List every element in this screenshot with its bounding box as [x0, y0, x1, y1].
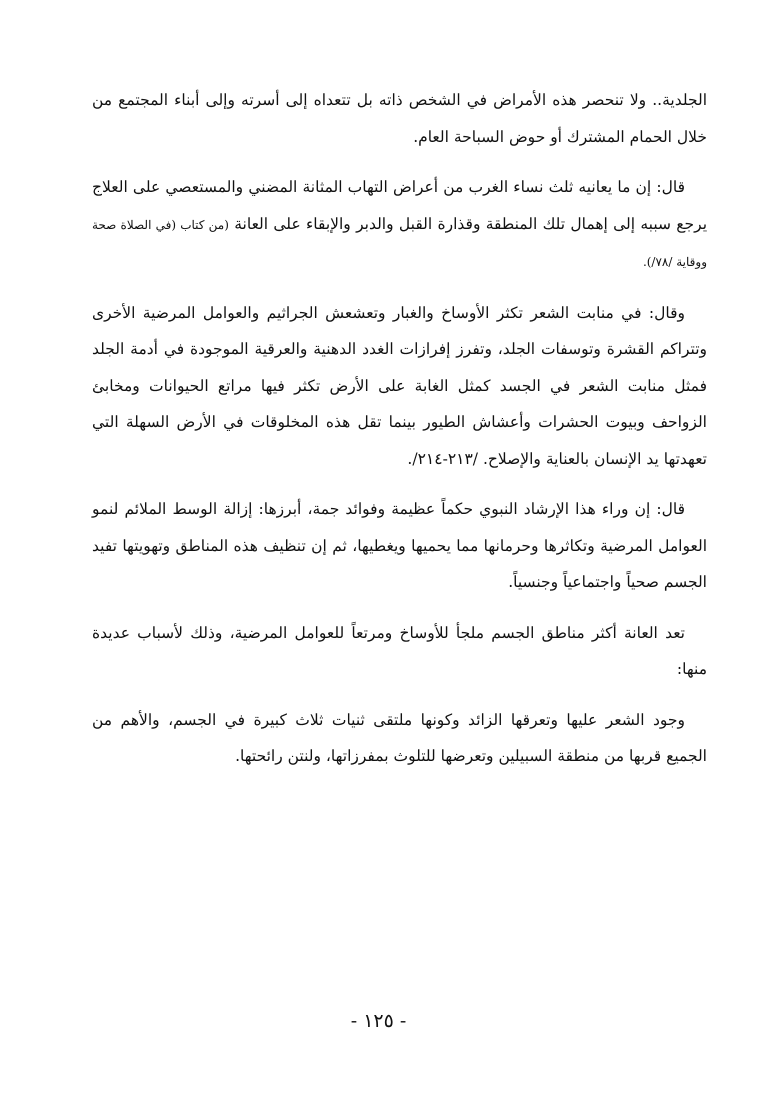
- paragraph-3: وقال: في منابت الشعر تكثر الأوساخ والغبار وتعشعش الجراثيم والعوامل المرضية الأخرى وتتراكم القشرة وتوسفات الجلد، وتفرز إفرازات الغدد الدهنية والعرقية الموجودة في أدمة الجلد فمثل منابت الشعر في الجسد كمثل الغابة على الأرض تكثر فيها مراتع الحيوانات ومخابئ الزواحف وبيوت الحشرات وأعشاش الطيور بينما تقل هذه المخلوقات في الأرض السهلة التي تعهدتها يد الإنسان بالعناية والإصلاح. /٢١٣-٢١٤/.: [92, 303, 707, 468]
- paragraph-5: تعد العانة أكثر مناطق الجسم ملجأ للأوساخ ومرتعاً للعوامل المرضية، وذلك لأسباب عديدة منها:: [92, 623, 707, 678]
- paragraph-2: [92, 169, 707, 281]
- paragraph-4: قال: إن وراء هذا الإرشاد النبوي حكماً عظيمة وفوائد جمة، أبرزها: إزالة الوسط الملائم لنمو العوامل المرضية وتكاثرها وحرمانها مما يحميها ويغطيها، ثم إن تنظيف هذه المناطق وتهويتها تفيد الجسم صحياً واجتماعياً وجنسياً.: [92, 500, 707, 591]
- page-number: - ١٢٥ -: [350, 1010, 407, 1032]
- paragraph-2-text: قال: إن ما يعانيه ثلث نساء الغرب من أعراض التهاب المثانة المضني والمستعصي على العلاج يرجع سببه إلى إهمال تلك المنطقة وقذارة القبل والدبر والإبقاء على العانة: [92, 178, 708, 233]
- page-body-text: [92, 82, 707, 789]
- paragraph-6: وجود الشعر عليها وتعرقها الزائد وكونها ملتقى ثنيات ثلاث كبيرة في الجسم، والأهم من الجميع قربها من منطقة السبيلين وتعرضها للتلوث بمفرزاتها، ولنتن رائحتها.: [92, 710, 707, 765]
- paragraph-2-citation: (من كتاب (في الصلاة صحة ووقاية /٧٨/).: [92, 217, 707, 269]
- paragraph-1: الجلدية.. ولا تنحصر هذه الأمراض في الشخص ذاته بل تتعداه إلى أسرته وإلى أبناء المجتمع من خلال الحمام المشترك أو حوض السباحة العام.: [92, 91, 708, 146]
